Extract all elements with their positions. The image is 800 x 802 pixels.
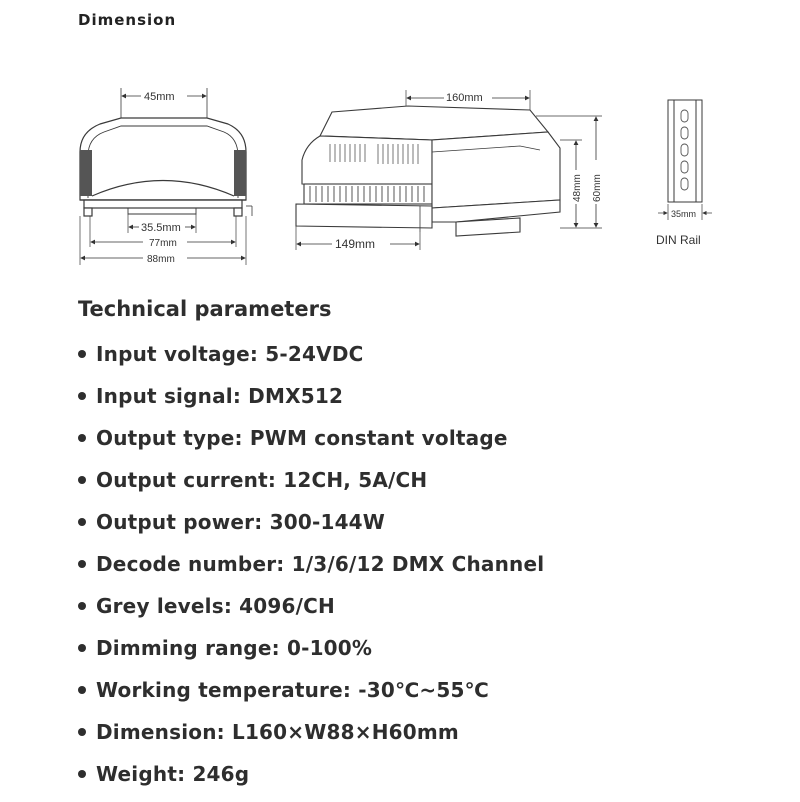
tech-params-list [78, 340, 544, 802]
bullet-icon [78, 476, 86, 484]
bullet-icon [78, 350, 86, 358]
dimension-heading: Dimension [78, 11, 177, 29]
bullet-icon [78, 686, 86, 694]
param-output-type: Output type: PWM constant voltage [78, 424, 544, 466]
param-output-power: Output power: 300-144W [78, 508, 544, 550]
bullet-icon [78, 434, 86, 442]
iso-length-top: 160mm [446, 92, 483, 104]
bullet-icon [78, 392, 86, 400]
bullet-icon [78, 560, 86, 568]
param-decode-number: Decode number: 1/3/6/12 DMX Channel [78, 550, 544, 592]
bullet-icon [78, 644, 86, 652]
bullet-icon [78, 518, 86, 526]
din-rail-width: 35mm [671, 209, 697, 219]
iso-height-inner: 48mm [572, 174, 583, 202]
front-mid-width: 77mm [149, 238, 177, 249]
din-rail-drawing [668, 100, 702, 220]
param-weight: Weight: 246g [78, 760, 544, 802]
front-outer-width: 88mm [147, 254, 175, 265]
param-output-current: Output current: 12CH, 5A/CH [78, 466, 544, 508]
front-inner-width: 35.5mm [141, 222, 181, 234]
param-input-voltage: Input voltage: 5-24VDC [78, 340, 544, 382]
iso-length-bottom: 149mm [335, 237, 376, 251]
param-grey-levels: Grey levels: 4096/CH [78, 592, 544, 634]
param-dimming-range: Dimming range: 0-100% [78, 634, 544, 676]
iso-view-drawing [296, 90, 602, 250]
param-dimension: Dimension: L160×W88×H60mm [78, 718, 544, 760]
tech-params-title: Technical parameters [78, 297, 332, 321]
bullet-icon [78, 602, 86, 610]
dimension-drawings [0, 0, 800, 290]
bullet-icon [78, 728, 86, 736]
bullet-icon [78, 770, 86, 778]
din-rail-label: DIN Rail [656, 233, 701, 247]
param-input-signal: Input signal: DMX512 [78, 382, 544, 424]
iso-height-outer: 60mm [592, 174, 603, 202]
front-top-width: 45mm [144, 91, 175, 103]
param-working-temperature: Working temperature: -30℃~55℃ [78, 676, 544, 718]
